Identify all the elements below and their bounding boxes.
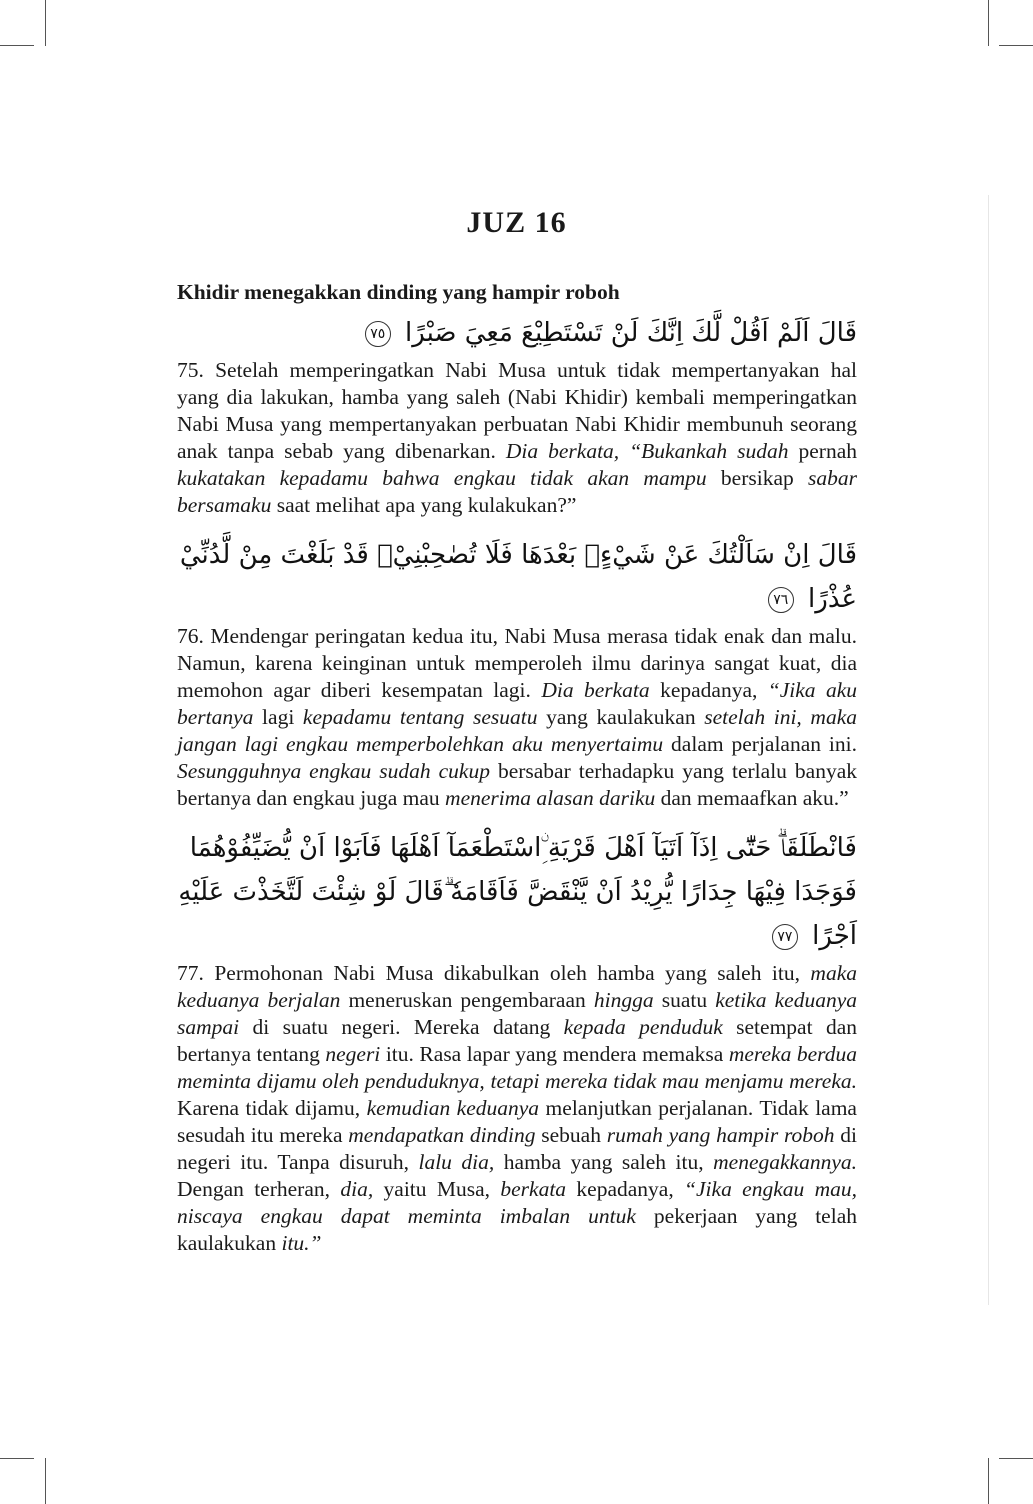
- italic-segment: kemudian keduanya: [366, 1096, 540, 1120]
- italic-segment: setelah ini, maka jangan lagi engkau memperbolehkan aku menyertaimu: [177, 705, 857, 756]
- italic-segment: sabar bersamaku: [177, 466, 857, 517]
- arabic-verse-76: قَالَ اِنْ سَاَلْتُكَ عَنْ شَيْءٍۢ بَعْدَهَا فَلَا تُصٰحِبْنِيْۚ قَدْ بَلَغْتَ مِنْ لَّدُنِّيْ عُذْرًا ٧٦: [179, 540, 857, 614]
- text-segment: di suatu negeri. Mereka datang: [239, 1015, 564, 1039]
- text-segment: suatu: [653, 988, 716, 1012]
- text-segment: 77. Permohonan Nabi Musa dikabulkan oleh hamba yang saleh itu,: [177, 961, 811, 985]
- text-segment: di negeri itu. Tanpa disuruh,: [177, 1123, 858, 1174]
- text-segment: lagi: [253, 705, 303, 729]
- page-edge-line: [988, 195, 989, 1305]
- text-segment: Dengan terheran,: [177, 1177, 341, 1201]
- verse-77: [177, 826, 857, 1257]
- crop-mark-bottom-left-v: [45, 1458, 46, 1504]
- text-segment: dan memaafkan aku.”: [655, 786, 849, 810]
- text-segment: yaitu Musa,: [373, 1177, 501, 1201]
- text-segment: hamba yang saleh itu,: [494, 1150, 714, 1174]
- italic-segment: rumah yang hampir roboh: [606, 1123, 835, 1147]
- text-segment: sebuah: [535, 1123, 607, 1147]
- text-segment: itu. Rasa lapar yang mendera memaksa: [380, 1042, 729, 1066]
- text-segment: Karena tidak dijamu,: [177, 1096, 367, 1120]
- italic-segment: berkata: [500, 1177, 567, 1201]
- section-heading: Khidir menegakkan dinding yang hampir roboh: [177, 280, 620, 304]
- text-segment: yang kaulakukan: [537, 705, 705, 729]
- text-segment: bersikap: [706, 466, 809, 490]
- italic-segment: menegakkannya.: [713, 1150, 857, 1174]
- italic-segment: menerima alasan dariku: [445, 786, 656, 810]
- crop-mark-top-right-h: [999, 45, 1033, 46]
- verse-number-marker: ٧٦: [768, 587, 794, 613]
- italic-segment: lalu dia,: [418, 1150, 495, 1174]
- italic-segment: itu.”: [281, 1231, 322, 1255]
- page-content: [177, 280, 857, 1271]
- italic-segment: negeri: [325, 1042, 381, 1066]
- crop-mark-bottom-right-v: [988, 1458, 989, 1504]
- verse-75: [177, 311, 857, 519]
- italic-segment: “Jika aku bertanya: [177, 678, 858, 729]
- text-segment: dalam perjalanan ini.: [663, 732, 857, 756]
- page-title: JUZ 16: [466, 206, 567, 240]
- arabic-verse-75: قَالَ اَلَمْ اَقُلْ لَّكَ اِنَّكَ لَنْ تَسْتَطِيْعَ مَعِيَ صَبْرًا ٧٥: [177, 311, 857, 355]
- italic-segment: kukatakan kepadamu bahwa engkau tidak akan mampu: [177, 466, 707, 490]
- verse-number-marker: ٧٥: [365, 321, 391, 347]
- text-segment: setempat dan bertanya tentang: [177, 1015, 857, 1066]
- text-segment: kepadanya,: [649, 678, 768, 702]
- text-segment: bersabar terhadapku yang terlalu banyak bertanya dan engkau juga mau: [177, 759, 857, 810]
- arabic-verse-77: فَانْطَلَقَاۗ حَتّٰٓى اِذَآ اَتَيَآ اَهْلَ قَرْيَةِ ِۨاسْتَطْعَمَآ اَهْلَهَا فَاَبَوْا اَنْ يُّضَيِّفُوْهُمَا فَوَجَدَا فِيْهَا جِدَارًا يُّرِيْدُ اَنْ يَّنْقَضَّ فَاَقَامَهٗ ۗقَالَ لَوْ شِئْتَ لَتَّخَذْتَ عَلَيْهِ اَجْرًا ٧٧: [178, 833, 857, 951]
- italic-segment: ketika keduanya sampai: [177, 988, 858, 1039]
- italic-segment: kepada penduduk: [563, 1015, 723, 1039]
- italic-segment: dia,: [340, 1177, 374, 1201]
- text-segment: saat melihat apa yang kulakukan?”: [271, 493, 577, 517]
- verse-76: [177, 533, 857, 812]
- crop-mark-top-left-h: [0, 45, 34, 46]
- crop-mark-top-left-v: [45, 0, 46, 46]
- italic-segment: hingga: [593, 988, 654, 1012]
- italic-segment: Sesungguhnya engkau sudah cukup: [177, 759, 490, 783]
- text-segment: meneruskan pengembaraan: [340, 988, 594, 1012]
- translation-75: [177, 357, 857, 519]
- text-segment: melanjutkan perjalanan. Tidak lama sesudah itu mereka: [177, 1096, 857, 1147]
- italic-segment: kepadamu tentang sesuatu: [302, 705, 538, 729]
- text-segment: 76. Mendengar peringatan kedua itu, Nabi Musa merasa tidak enak dan malu. Namun, karena keinginan untuk memperoleh ilmu darinya sangat kuat, dia memohon agar diberi kesempatan lagi.: [177, 624, 857, 702]
- translation-76: [177, 623, 857, 812]
- text-segment: pekerjaan yang telah kaulakukan: [177, 1204, 857, 1255]
- italic-segment: mereka berdua meminta dijamu oleh penduduknya, tetapi mereka tidak mau menjamu mereka.: [177, 1042, 857, 1093]
- crop-mark-bottom-left-h: [0, 1458, 34, 1459]
- text-segment: pernah: [788, 439, 858, 463]
- italic-segment: Dia berkata: [541, 678, 650, 702]
- crop-mark-top-right-v: [988, 0, 989, 46]
- text-segment: kepadanya,: [566, 1177, 685, 1201]
- italic-segment: Dia berkata, “Bukankah sudah: [505, 439, 789, 463]
- crop-mark-bottom-right-h: [999, 1458, 1033, 1459]
- text-segment: 75. Setelah memperingatkan Nabi Musa untuk tidak mempertanyakan hal yang dia lakukan, hamba yang saleh (Nabi Khidir) kembali memperingatkan Nabi Musa yang mempertanyakan perbuatan Nabi Khidir membunuh seorang anak tanpa sebab yang dibenarkan.: [177, 358, 857, 463]
- translation-77: [177, 960, 857, 1257]
- italic-segment: mendapatkan dinding: [348, 1123, 536, 1147]
- verse-number-marker: ٧٧: [772, 924, 798, 950]
- italic-segment: “Jika engkau mau, niscaya engkau dapat meminta imbalan untuk: [177, 1177, 857, 1228]
- italic-segment: maka keduanya berjalan: [177, 961, 857, 1012]
